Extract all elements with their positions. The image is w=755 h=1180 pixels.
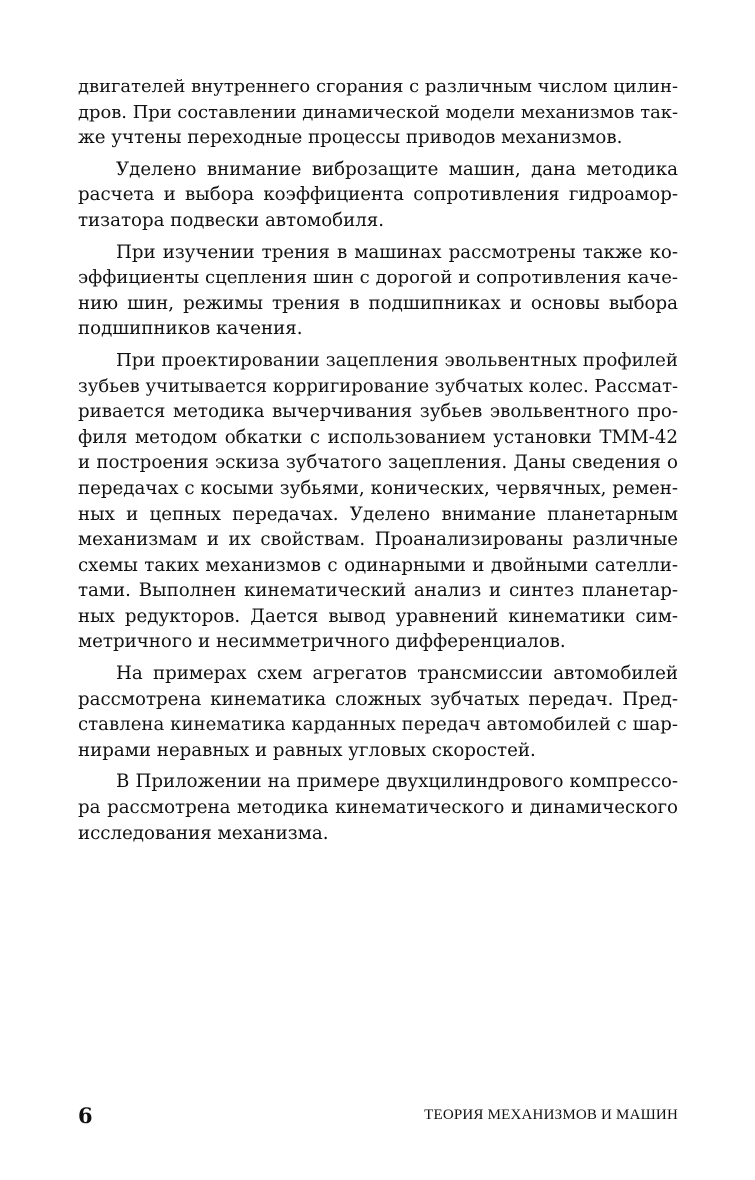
text-line: же учтены переходные процессы приводов механизмов. (78, 127, 623, 149)
text-line: ра рассмотрена методика кинематического и динамического (78, 797, 678, 819)
text-line: филя методом обкатки с использованием установки ТММ-42 (78, 426, 678, 448)
text-line: В Приложении на примере двухцилиндрового компрессо- (116, 771, 678, 793)
text-line: При проектировании зацепления эвольвентных профилей (116, 349, 678, 371)
text-line: рассмотрена кинематика сложных зубчатых передач. Пред- (78, 688, 678, 710)
text-line: нию шин, режимы трения в подшипниках и основы выбора (78, 292, 678, 314)
text-line: нирами неравных и равных угловых скоростей. (78, 739, 536, 761)
text-line: подшипников качения. (78, 318, 303, 340)
text-line: Уделено внимание виброзащите машин, дана методика (116, 158, 678, 180)
text-line: тами. Выполнен кинематический анализ и синтез планетар- (78, 580, 678, 602)
text-line: эффициенты сцепления шин с дорогой и сопротивления каче- (78, 267, 678, 289)
text-line: механизмам и их свойствам. Проанализированы различные (78, 529, 678, 551)
text-line: метричного и несимметричного дифференциалов. (78, 631, 566, 653)
text-line: расчета и выбора коэффициента сопротивления гидроамор- (78, 184, 678, 206)
text-line: ставлена кинематика карданных передач автомобилей с шар- (78, 714, 678, 736)
text-line: На примерах схем агрегатов трансмиссии автомобилей (116, 663, 678, 685)
text-line: тизатора подвески автомобиля. (78, 209, 385, 231)
paragraph (78, 74, 678, 151)
paragraph (78, 240, 678, 342)
text-line: ных редукторов. Дается вывод уравнений кинематики сим- (78, 605, 678, 627)
paragraph (78, 157, 678, 234)
page-number: 6 (78, 1103, 93, 1128)
text-line: схемы таких механизмов с одинарными и двойными сателли- (78, 554, 678, 576)
paragraph (78, 348, 678, 655)
text-line: При изучении трения в машинах рассмотрены также ко- (116, 241, 678, 263)
text-line: дров. При составлении динамической модели механизмов так- (78, 101, 678, 123)
text-line: ных и цепных передачах. Уделено внимание планетарным (78, 503, 678, 525)
body-text (78, 74, 678, 852)
text-line: ривается методика вычерчивания зубьев эвольвентного про- (78, 401, 678, 423)
text-line: исследования механизма. (78, 822, 329, 844)
running-title: ТЕОРИЯ МЕХАНИЗМОВ И МАШИН (424, 1107, 678, 1123)
paragraph (78, 661, 678, 763)
text-line: и построения эскиза зубчатого зацепления. Даны сведения о (78, 452, 678, 474)
text-line: двигателей внутреннего сгорания с различным числом цилин- (78, 76, 678, 97)
text-line: зубьев учитывается корригирование зубчатых колес. Рассмат- (78, 375, 679, 397)
text-line: передачах с косыми зубьями, конических, червячных, ремен- (78, 477, 678, 499)
paragraph (78, 769, 678, 846)
page-footer (78, 1103, 678, 1131)
